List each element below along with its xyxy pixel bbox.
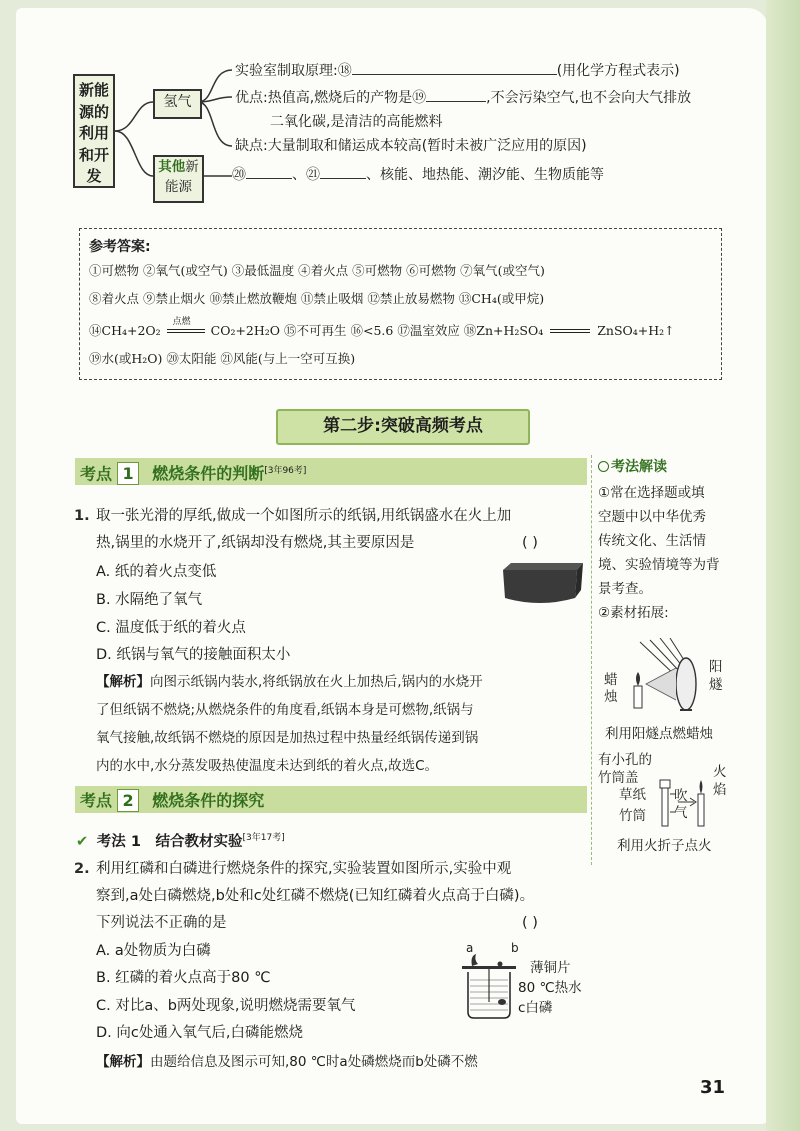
step-banner [276, 409, 530, 445]
q1-number: 1. [74, 508, 90, 524]
check-icon: ✔ [76, 833, 89, 850]
yangsui-label-right [709, 658, 723, 694]
label-yangsui-2: 燧 [709, 677, 723, 693]
explain-tag: 【解析】 [96, 1054, 150, 1070]
sidebar-title [598, 456, 667, 476]
step-banner-text: 第二步:突破高频考点 [323, 416, 483, 436]
marker-20: ⑳ [232, 167, 246, 183]
hydrogen-line2-prefix: 优点:热值高,燃烧后的产物是⑲ [235, 90, 427, 106]
fig-label-copper: 薄铜片 [530, 960, 571, 976]
q1-explain-line: 内的水中,水分蒸发吸热使温度未达到纸的着火点,故选C。 [96, 758, 439, 774]
fig-label-water: 80 ℃热水 [518, 980, 582, 996]
answers-row-1: ①可燃物 ②氧气(或空气) ③最低温度 ④着火点 ⑤可燃物 ⑥可燃物 ⑦氧气(或空气) [89, 263, 545, 278]
yangsui-caption: 利用阳燧点燃蜡烛 [605, 726, 713, 742]
firestarter-fire-label [713, 763, 727, 799]
q1-option-d[interactable]: D. 纸锅与氧气的接触面积太小 [96, 647, 291, 663]
kaofa-label: 考法 1 [96, 833, 141, 850]
q1-explanation [96, 670, 483, 778]
q2-number: 2. [74, 861, 90, 877]
hydrogen-line1-prefix: 实验室制取原理:⑱ [235, 63, 352, 79]
root-line: 源的 [78, 102, 109, 121]
hydrogen-line1-suffix: (用化学方程式表示) [556, 63, 680, 79]
blank-21[interactable] [320, 164, 366, 179]
kaodian-title: 燃烧条件的探究 [152, 791, 265, 810]
q1-line2: 热,锅里的水烧开了,纸锅却没有燃烧,其主要原因是 [96, 535, 415, 551]
q2-line3: 下列说法不正确的是 [96, 915, 227, 931]
magnifier-icon [598, 461, 609, 472]
sidebar-line: 传统文化、生活情 [598, 533, 706, 549]
label-cap-2: 竹筒盖 [598, 770, 639, 786]
label-blow-2: 气 [674, 805, 688, 821]
q2-line2: 察到,a处白磷燃烧,b处和c处红磷不燃烧(已知红磷着火点高于白磷)。 [96, 888, 535, 904]
kaodian-sup: [3年96考] [264, 466, 307, 476]
answers-row-2: ⑧着火点 ⑨禁止烟火 ⑩禁止燃放鞭炮 ⑪禁止吸烟 ⑫禁止放易燃物 ⑬CH₄(或甲烷) [89, 291, 545, 306]
answer-18-products: ZnSO₄+H₂↑ [597, 323, 675, 338]
root-line: 发 [86, 167, 102, 185]
other-label-strong: 其他 [158, 159, 186, 175]
explain-tag: 【解析】 [96, 674, 150, 690]
sidebar-line: 空题中以中华优秀 [598, 509, 706, 525]
q1-option-c[interactable]: C. 温度低于纸的着火点 [96, 620, 246, 636]
blank-18[interactable] [352, 60, 557, 75]
sidebar-line: ②素材拓展: [598, 605, 669, 621]
q2-explain-line: 由题给信息及图示可知,80 ℃时a处磷燃烧而b处磷不燃 [150, 1054, 478, 1070]
label-cap-1: 有小孔的 [598, 752, 652, 768]
blank-20[interactable] [246, 164, 292, 179]
kaodian-1-header [80, 461, 306, 485]
q2-line1: 利用红磷和白磷进行燃烧条件的探究,实验装置如图所示,实验中观 [96, 861, 512, 877]
q2-option-d[interactable]: D. 向c处通入氧气后,白磷能燃烧 [96, 1025, 303, 1041]
q1-bracket[interactable]: ( ) [522, 535, 538, 551]
kaofa-sup: [3年17考] [242, 833, 285, 843]
other-energy-rest: 、核能、地热能、潮汐能、生物质能等 [366, 167, 604, 183]
other-label-suffix: 新 [185, 159, 199, 175]
label-yangsui-1: 阳 [709, 659, 723, 675]
label-candle-2: 烛 [604, 689, 618, 705]
reaction-arrow-ignite [167, 316, 205, 337]
kaodian-title: 燃烧条件的判断 [152, 464, 265, 484]
firestarter-blow-label [674, 788, 688, 822]
reaction-condition: 点燃 [172, 316, 191, 327]
reaction-equals [550, 328, 590, 336]
other-energy-box [153, 155, 204, 203]
firestarter-caption: 利用火折子点火 [617, 838, 712, 854]
q2-option-c[interactable]: C. 对比a、b两处现象,说明燃烧需要氧气 [96, 998, 356, 1014]
other-energy-line [232, 164, 604, 185]
kaodian-2-header [80, 789, 264, 812]
answers-title: 参考答案: [89, 239, 151, 255]
firestarter-tube-label: 竹筒 [619, 808, 646, 824]
root-line: 利用 [78, 124, 109, 142]
answer-14-left: ⑭CH₄+2O₂ [89, 323, 161, 338]
q1-explain-line: 氧气接触,故纸锅不燃烧的原因是加热过程中热量经纸锅传递到锅 [96, 730, 479, 746]
marker-21: 、㉑ [292, 167, 320, 183]
sidebar-text [598, 483, 720, 624]
q2-bracket[interactable]: ( ) [522, 915, 538, 931]
q1-explain-line: 向图示纸锅内装水,将纸锅放在火上加热后,锅内的水烧开 [150, 674, 483, 690]
q2-explanation [96, 1050, 478, 1074]
root-line: 新能 [78, 81, 109, 99]
kaodian-tag: 考点 [80, 464, 113, 484]
q1-line1: 取一张光滑的厚纸,做成一个如图所示的纸锅,用纸锅盛水在火上加 [96, 508, 512, 524]
kaofa-title: 结合教材实验 [155, 833, 243, 850]
kaofa-1-header [76, 828, 285, 852]
label-fire-1: 火 [713, 764, 727, 780]
q2-option-a[interactable]: A. a处物质为白磷 [96, 943, 211, 959]
yangsui-label-left [604, 672, 618, 706]
q1-explain-line: 了但纸锅不燃烧;从燃烧条件的角度看,纸锅本身是可燃物,纸锅与 [96, 702, 474, 718]
q1-option-b[interactable]: B. 水隔绝了氧气 [96, 592, 203, 608]
hydrogen-label: 氢气 [163, 94, 192, 110]
paper-pot-figure [495, 560, 585, 610]
kaodian-number: 2 [117, 789, 139, 812]
kaodian-number: 1 [117, 462, 139, 485]
firestarter-top-label [598, 751, 652, 787]
hydrogen-line4: 缺点:大量制取和储运成本较高(暂时未被广泛应用的原因) [235, 138, 587, 154]
sidebar-line: ①常在选择题或填 [598, 485, 705, 501]
hydrogen-box [153, 89, 202, 119]
answer-14-to-18: CO₂+2H₂O ⑮不可再生 ⑯<5.6 ⑰温室效应 ⑱Zn+H₂SO₄ [210, 323, 544, 338]
page-number: 31 [700, 1077, 726, 1098]
fig-label-c: c白磷 [518, 1000, 553, 1016]
answers-row-4: ⑲水(或H₂O) ⑳太阳能 ㉑风能(与上一空可互换) [89, 351, 356, 366]
q2-option-b[interactable]: B. 红磷的着火点高于80 ℃ [96, 970, 271, 986]
label-fire-2: 焰 [713, 782, 727, 798]
label-candle-1: 蜡 [604, 672, 618, 688]
fig-label-b: b [511, 941, 519, 955]
root-line: 和开 [78, 145, 109, 164]
other-label-line2: 能源 [165, 179, 192, 195]
hydrogen-line3: 二氧化碳,是清洁的高能燃料 [270, 114, 443, 130]
q1-option-a[interactable]: A. 纸的着火点变低 [96, 564, 217, 580]
fig-label-a: a [466, 941, 474, 955]
label-blow-1: 吹 [674, 788, 688, 804]
answers-row-3 [89, 316, 675, 339]
sidebar-title-text: 考法解读 [611, 459, 667, 475]
firestarter-paper-label: 草纸 [619, 787, 646, 803]
hydrogen-line1 [235, 60, 680, 81]
kaodian-tag: 考点 [80, 791, 113, 810]
hydrogen-line2-suffix: ,不会污染空气,也不会向大气排放 [486, 90, 692, 106]
sidebar-line: 境、实验情境等为背 [598, 557, 720, 573]
sidebar-line: 景考查。 [598, 581, 652, 597]
hydrogen-line2 [235, 87, 691, 108]
blank-19[interactable] [426, 87, 486, 102]
sidebar-divider [591, 455, 593, 865]
